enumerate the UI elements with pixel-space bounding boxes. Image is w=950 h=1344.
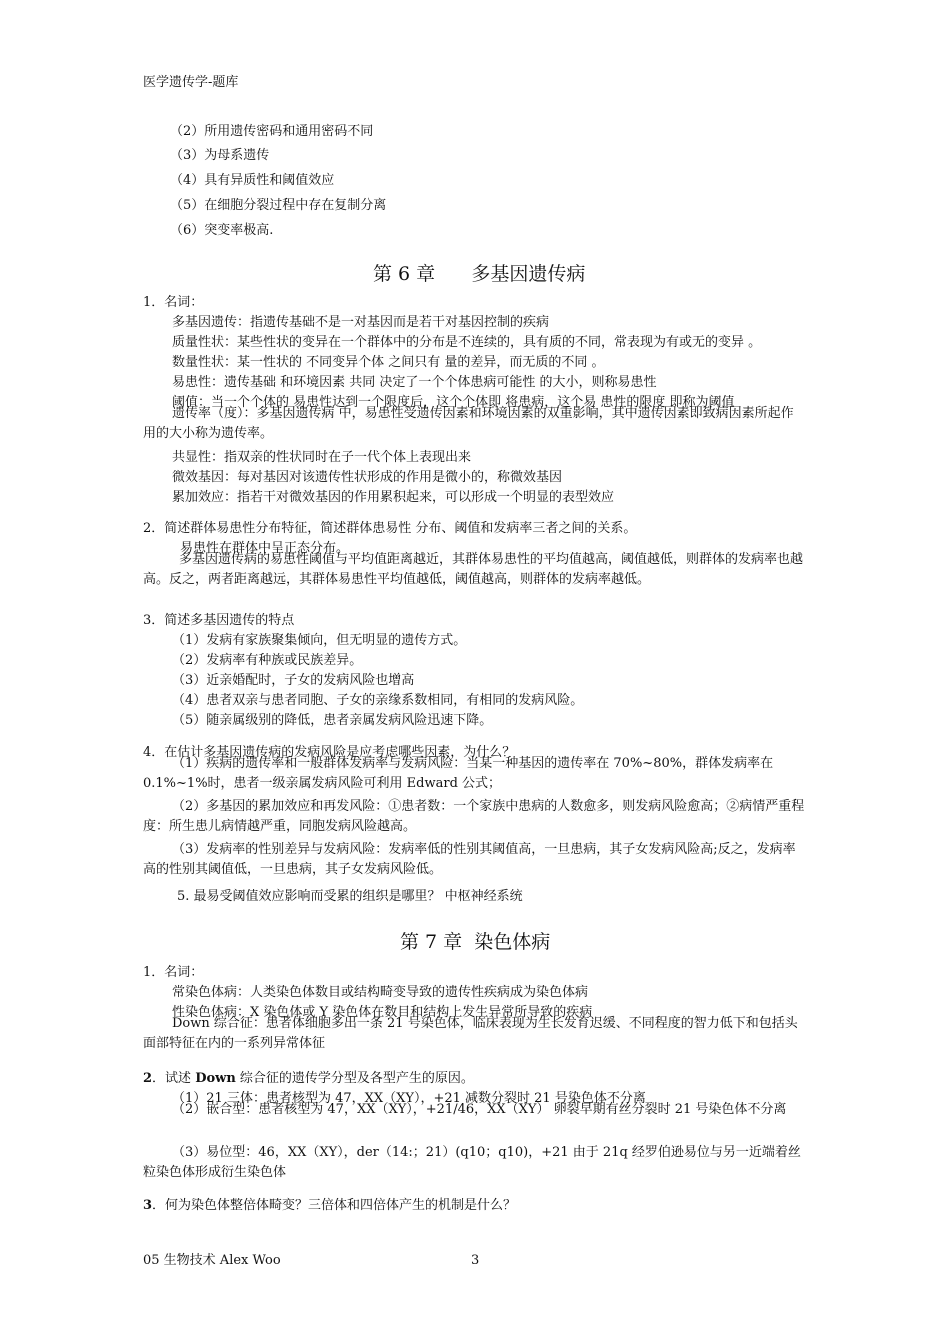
term-definition: 多基因遗传：指遗传基础不是一对基因而是若干对基因控制的疾病: [172, 315, 550, 330]
list-item: （4）具有异质性和阈值效应: [170, 173, 335, 188]
term-definition: 累加效应：指若干对微效基因的作用累积起来，可以形成一个明显的表型效应: [172, 490, 615, 505]
answer-paragraph: （3）发病率的性别差异与发病风险：发病率低的性别其阈值高，一旦患病，其子女发病风险高;反之，发病率高的性别其阈值低，一旦患病，其子女发病风险低。: [143, 842, 796, 877]
question-number: 3: [143, 1198, 153, 1213]
term-definition: 微效基因：每对基因对该遗传性状形成的作用是微小的，称微效基因: [172, 470, 563, 485]
chapter-title: 第 6 章 多基因遗传病: [373, 263, 586, 285]
question-label: 4．在估计多基因遗传病的发病风险是应考虑哪些因素，为什么？: [143, 745, 516, 760]
question-label: [143, 1197, 516, 1215]
question-label: 1．名词：: [143, 965, 204, 980]
term-definition: 阈值：当一个个体的 易患性达到一个限度后，这个个体即 将患病，这个易 患性的限度 即称为阈值: [172, 395, 735, 410]
list-item: （1）发病有家族聚集倾向，但无明显的遗传方式。: [172, 633, 467, 648]
question-number: 2: [143, 1071, 153, 1086]
list-item: （3）近亲婚配时，子女的发病风险也增高: [172, 673, 415, 688]
answer-paragraph: 多基因遗传病的易患性阈值与平均值距离越近，其群体易患性的平均值越高，阈值越低，则群体的发病率也越高。反之，两者距离越远，其群体易患性平均值越低，阈值越高，则群体的发病率越低。: [143, 552, 804, 587]
question-label: 2．简述群体易患性分布特征，简述群体患易性 分布、阈值和发病率三者之间的关系。: [143, 521, 637, 536]
page-header: 医学遗传学-题库: [143, 75, 239, 90]
list-item: （3）为母系遗传: [170, 148, 270, 163]
answer-paragraph: （1）疾病的遗传率和一般群体发病率与发病风险：当某一种基因的遗传率在 70%~80%，群体发病率在 0.1%~1%时，患者一级亲属发病风险可利用 Edward 公式；: [143, 756, 774, 791]
term-definition: Down 综合征：患者体细胞多出一条 21 号染色体，临床表现为生长发育迟缓、不同程度的智力低下和包括头面部特征在内的一系列异常体征: [143, 1016, 798, 1051]
list-item: （2）发病率有种族或民族差异。: [172, 653, 363, 668]
term-definition: 共显性：指双亲的性状同时在子一代个体上表现出来: [172, 450, 472, 465]
term-definition: 常染色体病：人类染色体数目或结构畸变导致的遗传性疾病成为染色体病: [172, 985, 589, 1000]
question-label: 1．名词：: [143, 295, 204, 310]
term-definition: 性染色体病：X 染色体或 Y 染色体在数目和结构上发生异常所导致的疾病: [172, 1005, 593, 1020]
answer-line: 易患性在群体中呈正态分布。: [180, 541, 350, 556]
question-text: ．何为染色体整倍体畸变？三倍体和四倍体产生的机制是什么？: [152, 1198, 517, 1213]
answer-line: （1）21 三体：患者核型为 47，XX（XY），+21 减数分裂时 21 号染色体不分离: [172, 1091, 646, 1106]
question-label: 3．简述多基因遗传的特点: [143, 613, 295, 628]
answer-paragraph: （3）易位型：46，XX（XY），der（14:；21）(q10；q10)，+21 由于 21q 经罗伯逊易位与另一近端着丝粒染色体形成衍生染色体: [143, 1145, 801, 1180]
question-text-bold: Down: [195, 1071, 236, 1086]
term-definition: 质量性状：某些性状的变异在一个群体中的分布是不连续的，具有质的不同，常表现为有或无的变异 。: [172, 335, 762, 350]
chapter-title: 第 7 章 染色体病: [400, 931, 551, 953]
question-label: [143, 1070, 474, 1088]
question-text: ．试述: [152, 1071, 196, 1086]
answer-paragraph: （2）嵌合型：患者核型为 47，XX（XY），+21/46，XX（XY） 卵裂早期有丝分裂时 21 号染色体不分离: [172, 1102, 787, 1117]
list-item: （4）患者双亲与患者同胞、子女的亲缘系数相同，有相同的发病风险。: [172, 693, 584, 708]
term-definition: 易患性：遗传基础 和环境因素 共同 决定了一个个体患病可能性 的大小，则称易患性: [172, 375, 657, 390]
list-item: （2）所用遗传密码和通用密码不同: [170, 124, 374, 139]
question-label: 5. 最易受阈值效应影响而受累的组织是哪里？ 中枢神经系统: [177, 889, 523, 904]
footer-left: 05 生物技术 Alex Woo: [143, 1253, 281, 1268]
list-item: （5）随亲属级别的降低，患者亲属发病风险迅速下降。: [172, 713, 493, 728]
question-text: 综合征的遗传学分型及各型产生的原因。: [235, 1071, 474, 1086]
term-definition: 遗传率（度）：多基因遗传病 中，易患性受遗传因素和环境因素的双重影响，其中遗传因素即致病因素所起作用的大小称为遗传率。: [143, 406, 794, 441]
page-number: 3: [471, 1253, 480, 1268]
answer-paragraph: （2）多基因的累加效应和再发风险：①患者数：一个家族中患病的人数愈多，则发病风险愈高；②病情严重程度：所生患儿病情越严重，同胞发病风险越高。: [143, 799, 805, 834]
list-item: （5）在细胞分裂过程中存在复制分离: [170, 198, 387, 213]
term-definition: 数量性状：某一性状的 不同变异个体 之间只有 量的差异，而无质的不同 。: [172, 355, 605, 370]
list-item: （6）突变率极高.: [170, 223, 274, 238]
